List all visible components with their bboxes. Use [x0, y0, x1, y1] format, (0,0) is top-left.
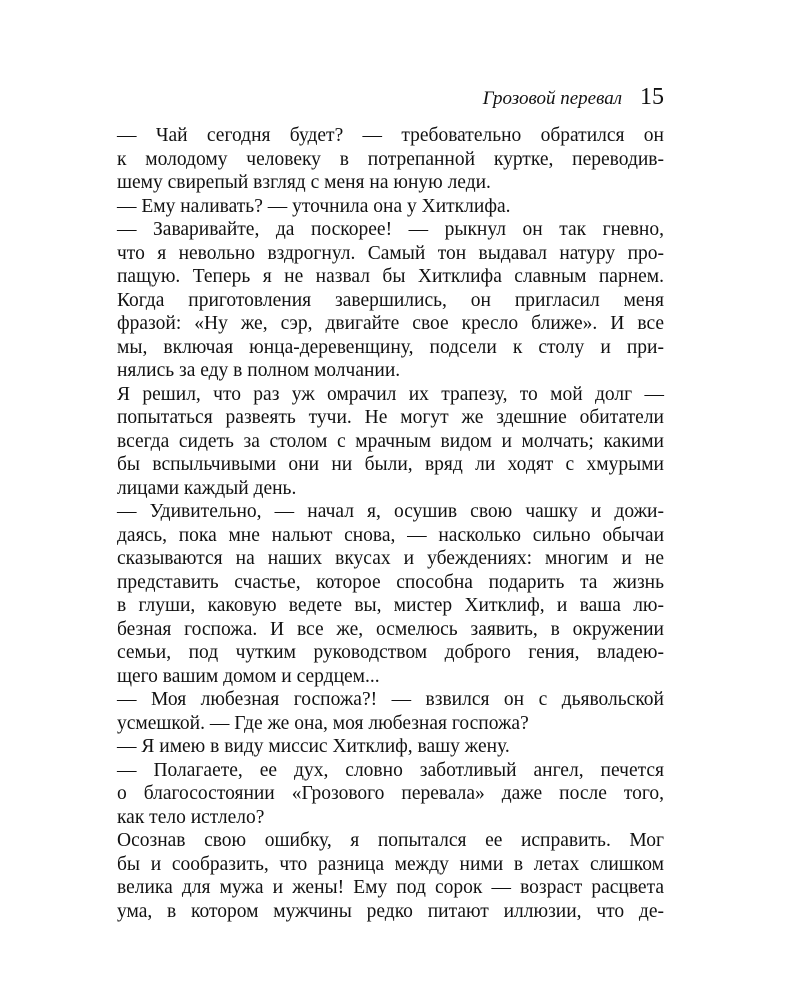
text-line: фразой: «Ну же, сэр, двигайте свое кресло ближе». И все: [117, 313, 664, 334]
text-line: ума, в котором мужчины редко питают иллюзии, что де-: [117, 900, 664, 922]
text-line: усмешкой. — Где же она, моя любезная госпожа?: [117, 712, 529, 734]
text-line: бы и сообразить, что разница между ними в летах слишком: [117, 853, 664, 875]
text-line: что я невольно вздрогнул. Самый тон выдавал натуру про-: [117, 242, 664, 264]
text-line: в глуши, каковую ведете вы, мистер Хитклиф, и ваша лю-: [117, 595, 664, 616]
text-line: семьи, под чутким руководством доброго гения, владею-: [117, 642, 664, 663]
page-header: [483, 84, 664, 111]
text-line: мы, включая юнца-деревенщину, подсели к столу и при-: [117, 336, 664, 358]
text-line: — Полагаете, ее дух, словно заботливый ангел, печется: [117, 759, 664, 781]
text-line: бы вспыльчивыми они ни были, вряд ли ходят с хмурыми: [117, 454, 664, 475]
text-line: даясь, пока мне нальют снова, — насколько сильно обычаи: [117, 524, 664, 546]
text-line: сказываются на наших вкусах и убеждениях: многим и не: [117, 548, 664, 569]
text-line: щего вашим домом и сердцем...: [117, 665, 380, 687]
text-line: как тело истлело?: [117, 806, 265, 828]
body-text: [117, 124, 664, 923]
text-line: шему свирепый взгляд с меня на юную леди.: [117, 172, 491, 193]
text-line: — Я имею в виду миссис Хитклиф, вашу жену.: [117, 736, 510, 757]
text-line: представить счастье, которое способна подарить та жизнь: [117, 571, 664, 593]
text-line: нялись за еду в полном молчании.: [117, 360, 401, 381]
text-line: о благосостоянии «Грозового перевала» даже после того,: [117, 783, 664, 804]
text-line: Когда приготовления завершились, он пригласил меня: [117, 289, 664, 311]
text-line: пащую. Теперь я не назвал бы Хитклифа славным парнем.: [117, 266, 664, 287]
text-line: — Удивительно, — начал я, осушив свою чашку и дожи-: [117, 501, 664, 522]
text-line: лицами каждый день.: [117, 477, 297, 499]
text-line: безная госпожа. И все же, осмелюсь заявить, в окружении: [117, 618, 664, 640]
text-line: — Заваривайте, да поскорее! — рыкнул он так гневно,: [117, 219, 664, 240]
page-number: 15: [640, 84, 664, 110]
text-line: Осознав свою ошибку, я попытался ее исправить. Мог: [117, 830, 664, 851]
text-line: — Чай сегодня будет? — требовательно обратился он: [117, 125, 664, 146]
text-line: велика для мужа и жены! Ему под сорок — возраст расцвета: [117, 877, 664, 898]
text-line: — Моя любезная госпожа?! — взвился он с дьявольской: [117, 689, 664, 710]
text-line: — Ему наливать? — уточнила она у Хитклифа.: [117, 195, 511, 217]
text-line: попытаться развеять тучи. Не могут же здешние обитатели: [117, 407, 664, 428]
running-title: Грозовой перевал: [482, 88, 622, 109]
text-line: всегда сидеть за столом с мрачным видом и молчать; какими: [117, 430, 664, 452]
text-line: к молодому человеку в потрепанной куртке, переводив-: [117, 148, 664, 170]
text-line: Я решил, что раз уж омрачил их трапезу, то мой долг —: [117, 383, 664, 405]
